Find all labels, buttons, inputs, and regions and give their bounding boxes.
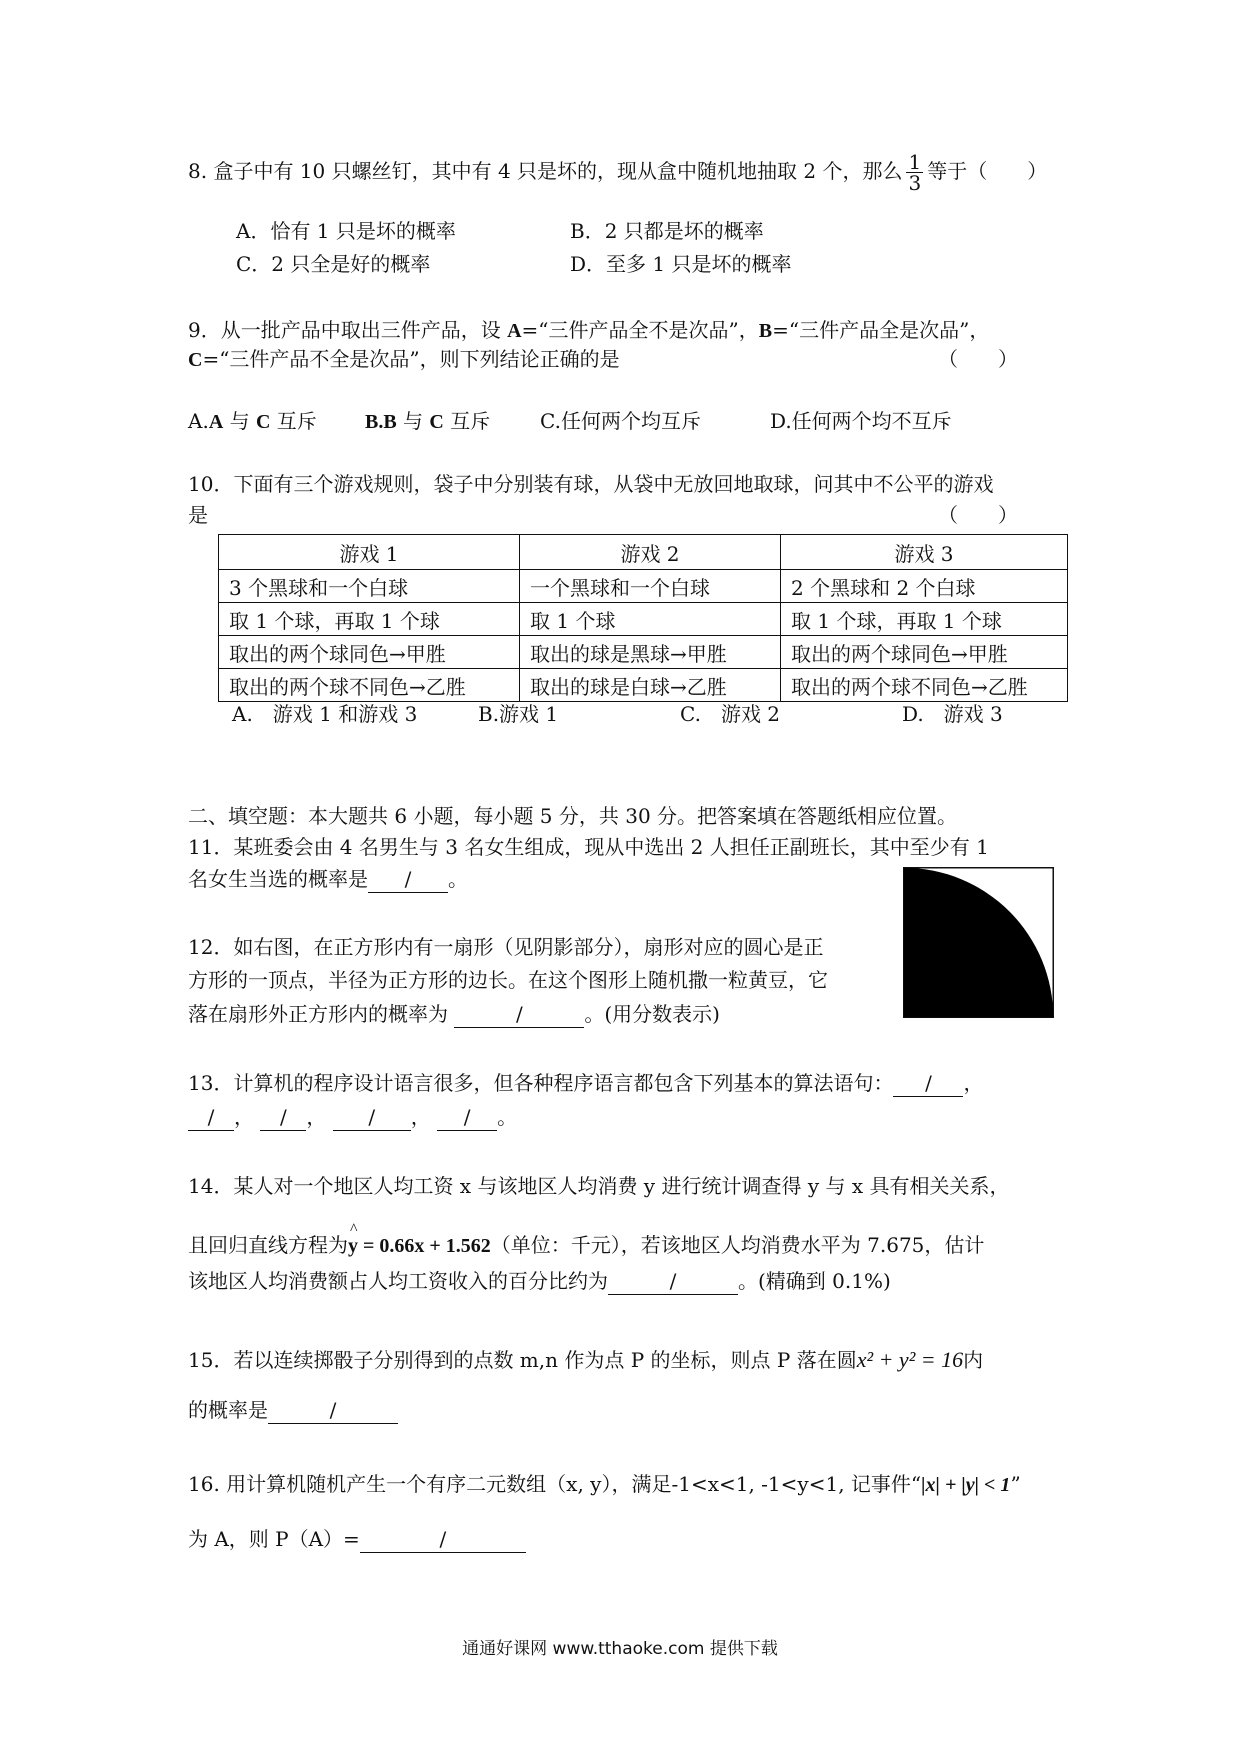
table-cell: 3 个黑球和一个白球 [219, 570, 520, 603]
q16-stem-line1: 16. 用计算机随机产生一个有序二元数组（x, y），满足-1<x<1, -1<y<1, 记事件“|x| + |y| < 1” [188, 1472, 1021, 1496]
q9-answer-paren: （ ） [938, 347, 1018, 371]
q10-answer-paren: （ ） [938, 503, 1018, 527]
q13-stem-line1: 13．计算机的程序设计语言很多，但各种程序语言都包含下列基本的算法语句： / ， [188, 1071, 984, 1095]
q13-answer-blank[interactable]: / [437, 1104, 497, 1131]
table-row [219, 669, 1068, 702]
section-heading-fill-in: 二、填空题：本大题共 6 小题，每小题 5 分，共 30 分。把答案填在答题纸相应位置。 [188, 804, 958, 828]
table-header-row [219, 535, 1068, 570]
table-cell: 取出的球是白球→乙胜 [520, 669, 781, 702]
q8-stem: 8. 盒子中有 10 只螺丝钉，其中有 4 只是坏的，现从盒中随机地抽取 2 个，那么 $\frac{1}{3}$ 等于（ ） [188, 150, 1048, 195]
table-row [219, 603, 1068, 636]
table-cell: 取出的球是黑球→甲胜 [520, 636, 781, 669]
regression-equation: ^ y = 0.66x + 1.562 [348, 1221, 491, 1257]
q14-stem-line1: 14．某人对一个地区人均工资 x 与该地区人均消费 y 进行统计调查得 y 与 x 具有相关关系， [188, 1174, 1010, 1198]
q13-answer-blank[interactable]: / [260, 1104, 306, 1131]
q14-stem-line2: 且回归直线方程为 ^ y = 0.66x + 1.562（单位：千元），若该地区人均消费水平为 7.675，估计 [188, 1221, 985, 1257]
fraction-one-third: $\frac{1}{3}$ [908, 150, 922, 195]
q12-stem-line1: 12．如右图，在正方形内有一扇形（见阴影部分），扇形对应的圆心是正 [188, 935, 824, 959]
q13-answer-blank[interactable]: / [188, 1104, 234, 1131]
q12-answer-blank[interactable]: / [454, 1001, 584, 1028]
quarter-circle-figure [903, 867, 1054, 1018]
q9-stem-line1: 9．从一批产品中取出三件产品，设 A=“三件产品全不是次品”，B=“三件产品全是次品”， [188, 318, 990, 342]
q10-option-c: C. 游戏 2 [680, 702, 781, 726]
table-header: 游戏 2 [520, 535, 781, 570]
q8-option-a: A．恰有 1 只是坏的概率 [236, 219, 456, 243]
q9-option-c: C.任何两个均互斥 [540, 409, 701, 433]
q10-option-d: D. 游戏 3 [902, 702, 1003, 726]
q9-option-d: D.任何两个均不互斥 [770, 409, 952, 433]
q13-answer-blank[interactable]: / [333, 1104, 411, 1131]
event-inequality: |x| + |y| < 1 [921, 1474, 1011, 1496]
table-cell: 一个黑球和一个白球 [520, 570, 781, 603]
q10-option-a: A. 游戏 1 和游戏 3 [232, 702, 418, 726]
table-header: 游戏 1 [219, 535, 520, 570]
q9-stem-line2: C=“三件产品不全是次品”，则下列结论正确的是 [188, 347, 620, 371]
page-footer: 通通好课网 www.tthaoke.com 提供下载 [462, 1639, 778, 1659]
q8-option-b: B．2 只都是坏的概率 [570, 219, 764, 243]
q9-option-b: B.B 与 C 互斥 [365, 409, 491, 433]
q13-stem-line2: / ， / ， / ， / 。 [188, 1104, 517, 1131]
q10-option-b: B.游戏 1 [478, 702, 559, 726]
table-cell: 取出的两个球同色→甲胜 [219, 636, 520, 669]
q12-stem-line2: 方形的一顶点，半径为正方形的边长。在这个图形上随机撒一粒黄豆，它 [188, 968, 828, 992]
table-cell: 取 1 个球，再取 1 个球 [781, 603, 1068, 636]
table-cell: 取 1 个球，再取 1 个球 [219, 603, 520, 636]
table-cell: 2 个黑球和 2 个白球 [781, 570, 1068, 603]
table-cell: 取出的两个球不同色→乙胜 [781, 669, 1068, 702]
q8-option-d: D．至多 1 只是坏的概率 [570, 252, 792, 276]
q14-answer-blank[interactable]: / [608, 1268, 738, 1295]
q16-answer-blank[interactable]: / [360, 1526, 526, 1553]
table-cell: 取出的两个球同色→甲胜 [781, 636, 1068, 669]
table-row [219, 570, 1068, 603]
q16-stem-line2: 为 A，则 P（A）= / [188, 1526, 526, 1553]
table-cell: 取出的两个球不同色→乙胜 [219, 669, 520, 702]
q10-stem-line2: 是 [188, 503, 208, 527]
table-cell: 取 1 个球 [520, 603, 781, 636]
q14-stem-line3: 该地区人均消费额占人均工资收入的百分比约为 / 。(精确到 0.1%) [188, 1269, 891, 1293]
q10-stem-line1: 10．下面有三个游戏规则，袋子中分别装有球，从袋中无放回地取球，问其中不公平的游戏 [188, 472, 994, 496]
game-rules-table [218, 534, 1068, 702]
q15-stem-line1: 15．若以连续掷骰子分别得到的点数 m,n 作为点 P 的坐标，则点 P 落在圆x² + y² = 16内 [188, 1347, 984, 1372]
q9-option-a: A.A 与 C 互斥 [188, 409, 317, 433]
q15-answer-blank[interactable]: / [268, 1397, 398, 1424]
q8-option-c: C．2 只全是好的概率 [236, 252, 431, 276]
table-row [219, 636, 1068, 669]
q11-answer-blank[interactable]: / [368, 866, 448, 893]
q11-stem-line2: 名女生当选的概率是 / 。 [188, 867, 468, 891]
q11-stem-line1: 11．某班委会由 4 名男生与 3 名女生组成，现从中选出 2 人担任正副班长，其中至少有 1 [188, 835, 989, 859]
q15-stem-line2: 的概率是 / [188, 1397, 398, 1424]
table-header: 游戏 3 [781, 535, 1068, 570]
q13-answer-blank[interactable]: / [893, 1070, 963, 1097]
circle-equation: x² + y² = 16 [856, 1347, 964, 1372]
q12-stem-line3: 落在扇形外正方形内的概率为 / 。(用分数表示) [188, 1002, 720, 1026]
